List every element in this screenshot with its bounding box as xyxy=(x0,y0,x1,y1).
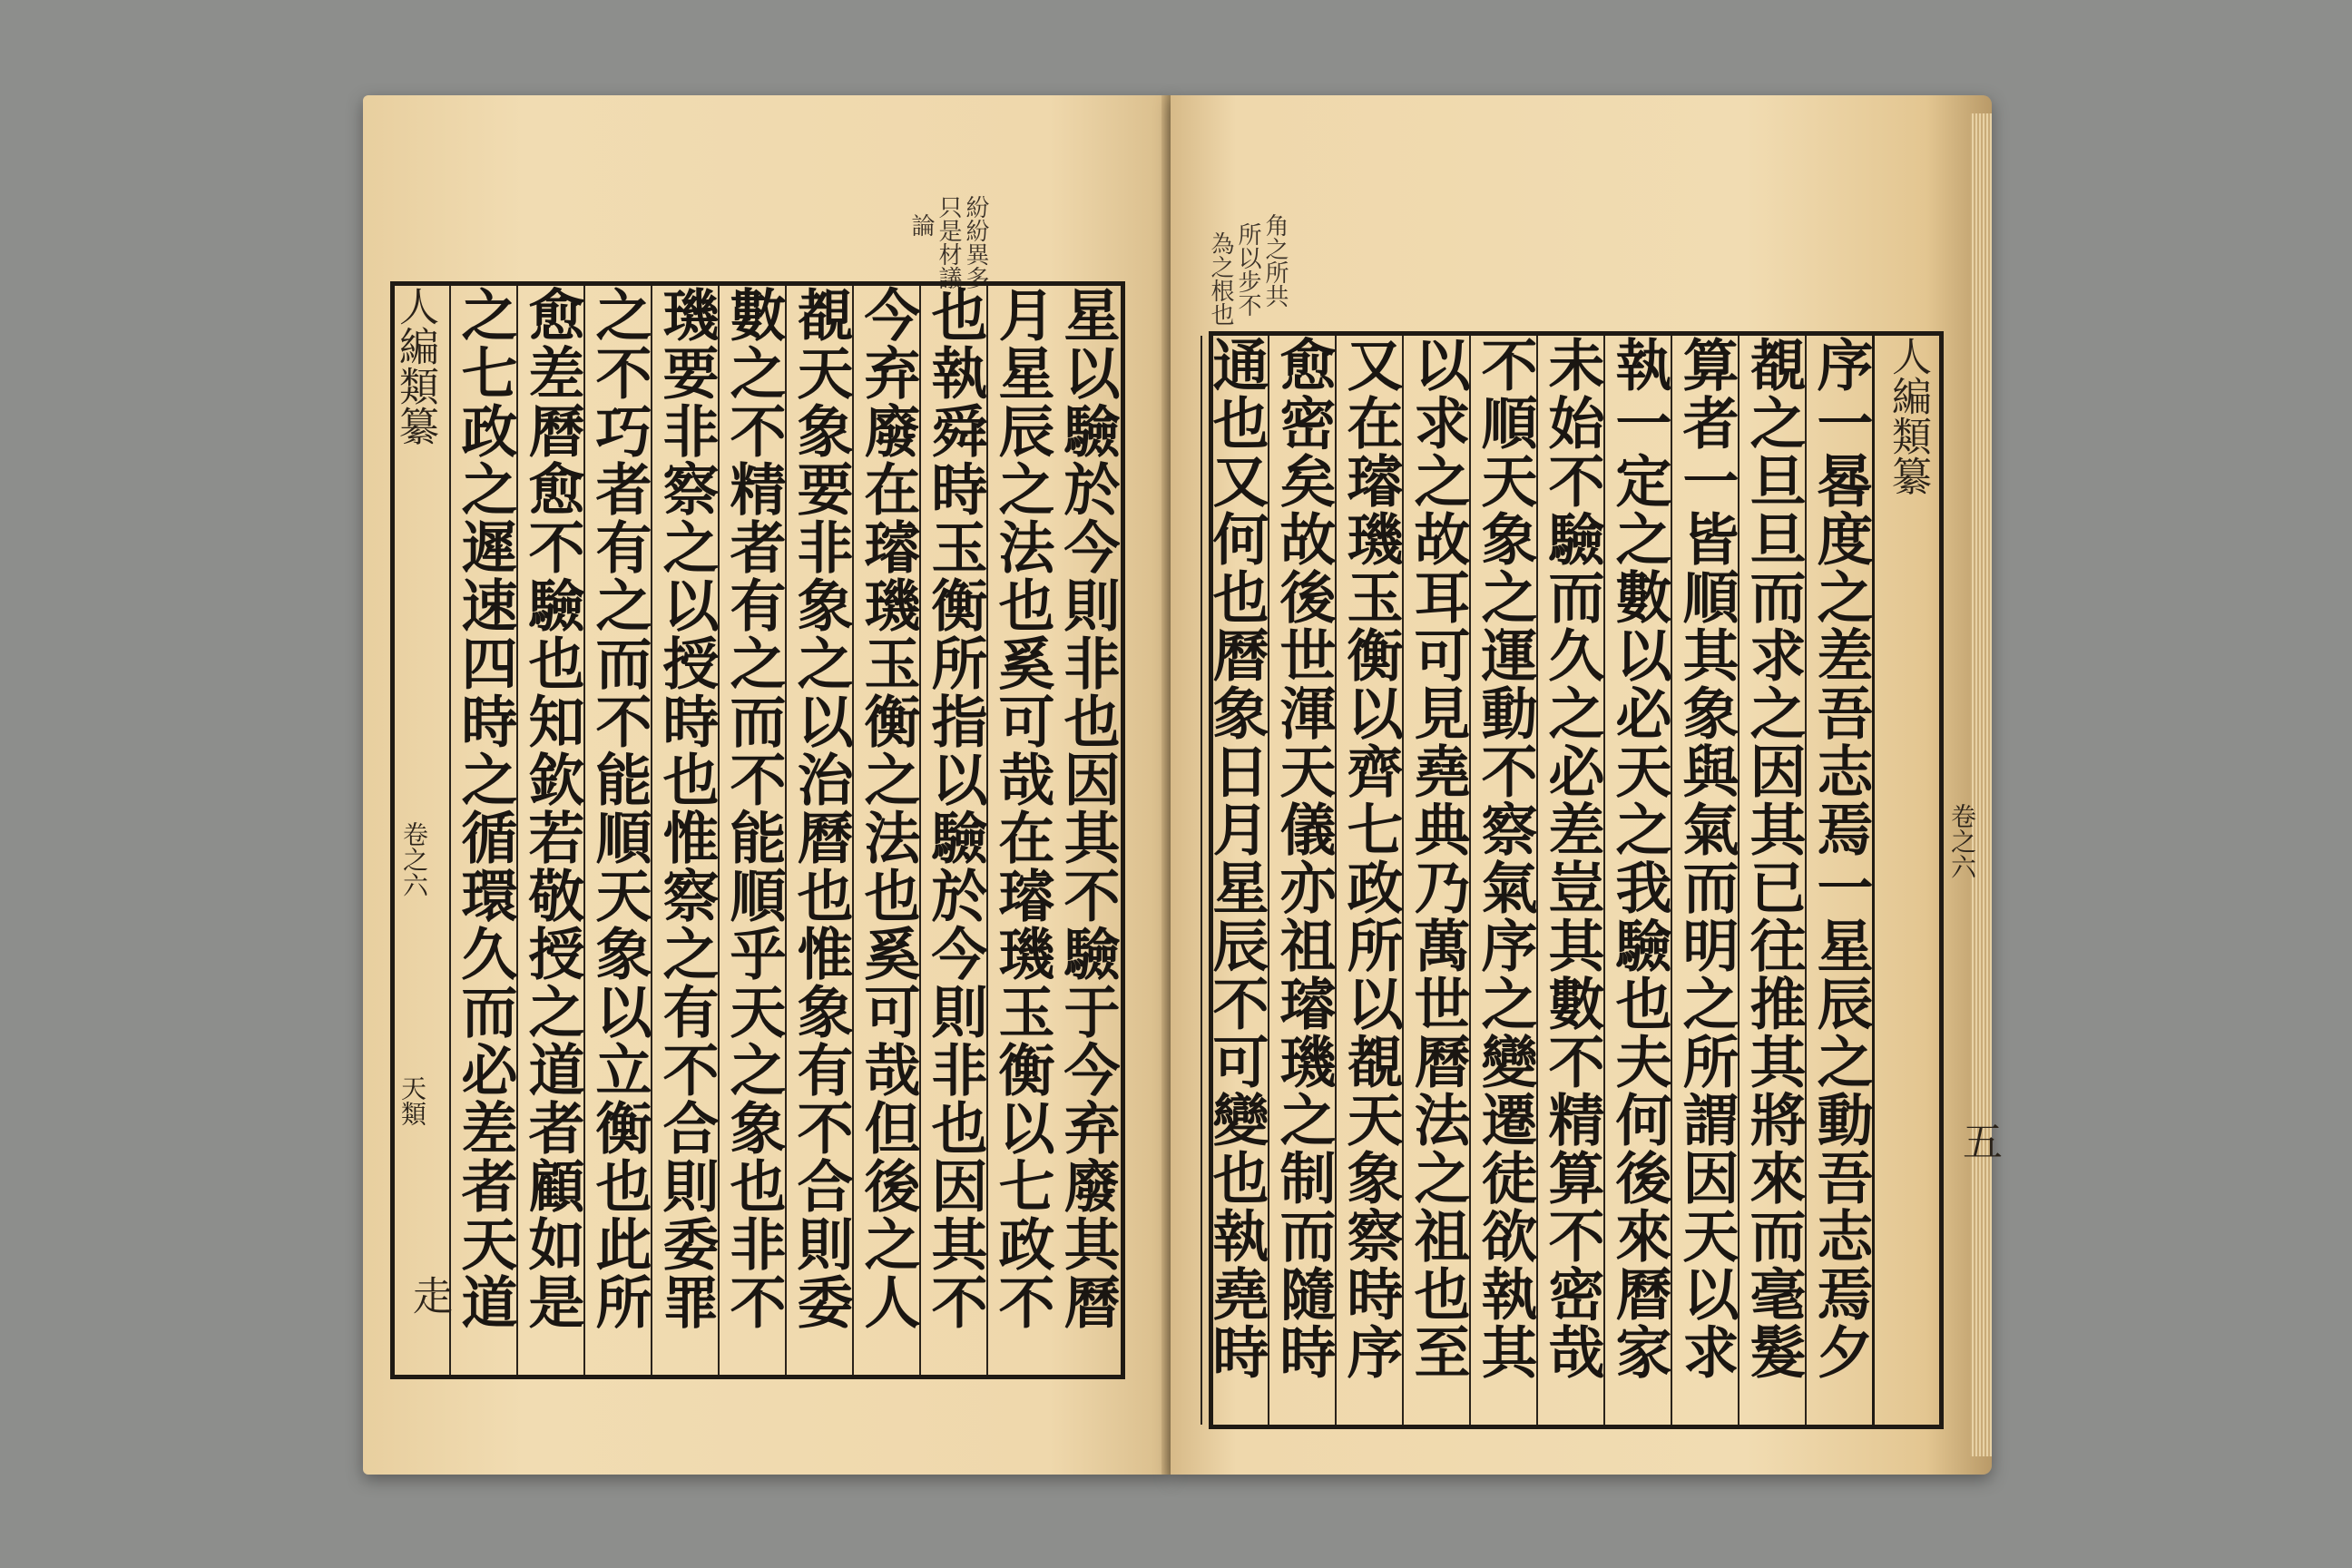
text-column: 愈差曆愈不驗也知欽若敬授之道者顧如是 xyxy=(516,286,585,1375)
book-title: 人編類纂 xyxy=(392,286,438,446)
text-column: 月星辰之法也奚可哉在璿璣玉衡以七政不 xyxy=(986,286,1055,1375)
text-column: 數之不精者有之而不能順乎天之象也非不 xyxy=(718,286,787,1375)
right-text-frame xyxy=(1203,331,1944,1429)
right-margin-title xyxy=(1872,336,1940,1425)
category-label: 天類 xyxy=(397,1075,427,1126)
text-column: 執一定之數以必天之我驗也夫何後來曆家 xyxy=(1603,336,1672,1425)
text-column: 覩天象要非象之以治曆也惟象有不合則委 xyxy=(785,286,854,1375)
margin-note-1: 角之所共 xyxy=(1261,213,1289,308)
text-column: 通也又何也曆象日月星辰不可變也執堯時 xyxy=(1200,336,1269,1425)
text-column: 序一晷度之差吾志焉一星辰之動吾志焉夕 xyxy=(1805,336,1874,1425)
text-column: 也執舜時玉衡所指以驗於今則非也因其不 xyxy=(919,286,988,1375)
text-column: 覩之旦旦而求之因其已往推其將來而毫髮 xyxy=(1738,336,1807,1425)
volume-label: 卷之六 xyxy=(399,821,429,897)
text-column: 璣要非察之以授時也惟察之有不合則委罪 xyxy=(651,286,720,1375)
text-column: 之不巧者有之而不能順天象以立衡也此所 xyxy=(583,286,652,1375)
margin-note-2: 所以步不 xyxy=(1234,222,1261,317)
volume-label: 卷之六 xyxy=(1947,803,1977,879)
text-column: 又在璿璣玉衡以齊七政所以覩天象察時序 xyxy=(1335,336,1404,1425)
open-book xyxy=(363,95,2002,1475)
page-number: 五 xyxy=(1955,1121,2002,1161)
page-number: 走 xyxy=(406,1275,452,1315)
margin-note-2: 只是材議 xyxy=(935,195,962,289)
margin-note-3: 為之根也 xyxy=(1207,231,1234,326)
text-column: 算者一皆順其象與氣而明之所謂因天以求 xyxy=(1671,336,1740,1425)
text-column: 愈密矣故後世渾天儀亦祖璿璣之制而隨時 xyxy=(1268,336,1337,1425)
text-column: 今弃廢在璿璣玉衡之法也奚可哉但後之人 xyxy=(852,286,921,1375)
text-column: 未始不驗而久之必差豈其數不精算不密哉 xyxy=(1536,336,1605,1425)
text-column: 之七政之遲速四時之循環久而必差者天道 xyxy=(449,286,518,1375)
margin-note-3: 論 xyxy=(907,213,935,237)
text-column: 以求之故耳可見堯典乃萬世曆法之祖也至 xyxy=(1402,336,1471,1425)
book-title: 人編類纂 xyxy=(1885,336,1931,495)
page-edges xyxy=(1970,113,1992,1456)
margin-note-1: 紛紛異多 xyxy=(962,195,989,289)
text-column: 不順天象之運動不察氣序之變遷徒欲執其 xyxy=(1469,336,1538,1425)
left-text-frame xyxy=(390,281,1125,1379)
left-page xyxy=(363,95,1171,1475)
text-column: 星以驗於今則非也因其不驗于今弃廢其曆 xyxy=(1054,286,1121,1331)
